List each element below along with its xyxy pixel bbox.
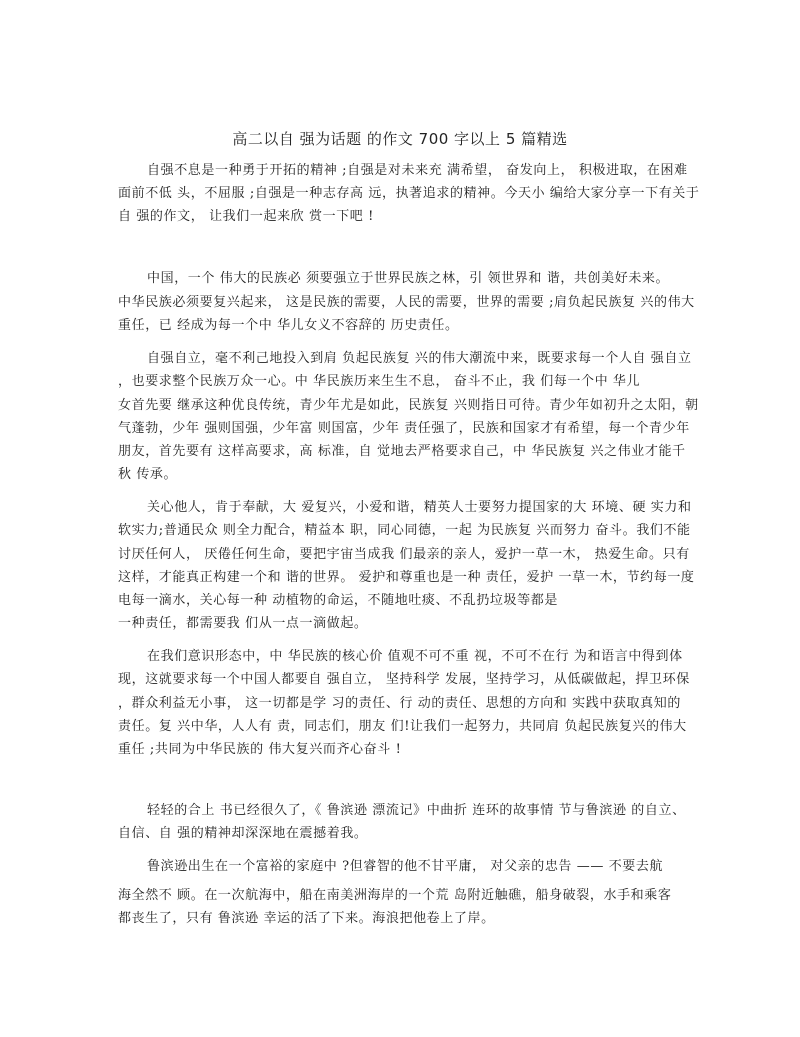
text-line: 中国，一个 伟大的民族必 须要强立于世界民族之林，引 领世界和 谐，共创美好未来。 <box>147 271 670 286</box>
text-line: 软实力;普通民众 则全力配合，精益本 职，同心同德，一起 为民族复 兴而努力 奋斗。我们不能 <box>118 523 691 538</box>
text-line: 自强自立，毫不利己地投入到肩 负起民族复 兴的伟大潮流中来，既要求每一个人自 强自立 <box>147 351 692 366</box>
text-line: ，也要求整个民族万众一心。中 华民族历来生生不息， 奋斗不止，我 们每一个中 华儿 <box>118 374 641 389</box>
text-line: 朋友，首先要有 这样高要求，高 标准，自 觉地去严格要求自己，中 华民族复 兴之伟业才能千 <box>118 444 686 459</box>
text-line: 责任。复 兴中华，人人有 责，同志们，朋友 们!让我们一起努力，共同肩 负起民族复兴的伟大 <box>118 719 687 734</box>
text-line: 秋 传承。 <box>118 467 178 482</box>
text-line: 一种责任，都需要我 们从一点一滴做起。 <box>118 616 368 631</box>
text-line: 鲁滨逊出生在一个富裕的家庭中 ?但睿智的他不甘平庸， 对父亲的忠告 —— 不要去航 <box>147 859 664 874</box>
text-line: 这样，才能真正构建一个和 谐的世界。 爱护和尊重也是一种 责任，爱护 一草一木，节约每一度 <box>118 570 695 585</box>
text-line: 自 强的作文， 让我们一起来欣 赏一下吧 ! <box>118 209 374 224</box>
text-line: 气蓬勃，少年 强则国强，少年富 则国富，少年 责任强了，民族和国家才有希望，每一个青少年 <box>118 421 690 436</box>
text-line: 讨厌任何人， 厌倦任何生命，要把宇宙当成我 们最亲的亲人，爱护一草一木， 热爱生命。只有 <box>118 547 690 562</box>
text-line: 都丧生了，只有 鲁滨逊 幸运的活了下来。海浪把他卷上了岸。 <box>118 911 495 926</box>
text-line: 女首先要 继承这种优良传统，青少年尤是如此，民族复 兴则指日可待。青少年如初升之太阳，朝 <box>118 398 699 413</box>
text-line: 轻轻的合上 书已经很久了，《 鲁滨逊 漂流记》中曲折 连环的故事情 节与鲁滨逊 的自立、 <box>147 803 686 818</box>
text-line: 重任 ;共同为中华民族的 伟大复兴而齐心奋斗 ! <box>118 742 402 757</box>
text-line: ，群众利益无小事， 这一切都是学 习的责任、行 动的责任、思想的方向和 实践中获取真知的 <box>118 696 681 711</box>
text-line: 在我们意识形态中，中 华民族的核心价 值观不可不重 视，不可不在行 为和语言中得到体 <box>147 649 683 664</box>
text-line: 现，这就要求每一个中国人都要自 强自立， 坚持科学 发展，坚持学习，从低碳做起，捍卫环保 <box>118 672 690 687</box>
text-line: 面前不低 头，不屈服 ;自强是一种志存高 远，执著追求的精神。今天小 编给大家分享一下有关于 <box>118 186 700 201</box>
document-title: 高二以自 强为话题 的作文 700 字以上 5 篇精选 <box>232 130 568 148</box>
text-line: 海全然不 顾。在一次航海中，船在南美洲海岸的一个荒 岛附近触礁，船身破裂，水手和乘客 <box>118 888 672 903</box>
text-line: 中华民族必须要复兴起来， 这是民族的需要，人民的需要，世界的需要 ;肩负起民族复 兴的伟大 <box>118 295 695 310</box>
text-line: 自强不息是一种勇于开拓的精神 ;自强是对未来充 满希望， 奋发向上， 积极进取，在困难 <box>147 163 688 178</box>
text-line: 电每一滴水，关心每一种 动植物的命运，不随地吐痰、不乱扔垃圾等都是 <box>118 593 558 608</box>
text-line: 重任，已 经成为每一个中 华儿女义不容辞的 历史责任。 <box>118 318 459 333</box>
text-line: 自信、自 强的精神却深深地在震撼着我。 <box>118 826 368 841</box>
text-line: 关心他人，肯于奉献，大 爱复兴，小爱和谐，精英人士要努力提国家的大 环境、硬 实力和 <box>147 500 692 515</box>
